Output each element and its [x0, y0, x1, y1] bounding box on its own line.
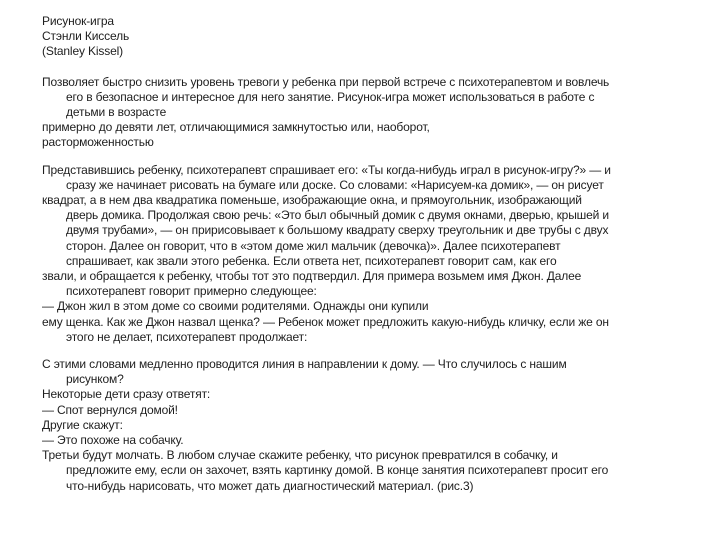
- closing-line: Другие скажут:: [42, 417, 123, 432]
- closing-line: Третьи будут молчать. В любом случае скажите ребенку, что рисунок превратился в собачку, и: [42, 448, 558, 463]
- body-line: звали, и обращается к ребенку, чтобы тот это подтвердил. Для примера возьмем имя Джон. Далее: [42, 269, 582, 284]
- closing-line: Некоторые дети сразу ответят:: [42, 387, 211, 402]
- closing-line: что-нибудь нарисовать, что может дать диагностический материал. (рис.3): [66, 478, 474, 493]
- body-line: сразу же начинает рисовать на бумаге или доске. Со словами: «Нарисуем-ка домик», — он рисует: [66, 177, 604, 192]
- doc-title: Рисунок-игра: [42, 14, 114, 28]
- document-page: [42, 14, 682, 494]
- body-line: квадрат, а в нем два квадратика поменьше, изображающие окна, и прямоугольник, изображающий: [42, 193, 582, 208]
- spacer: [42, 60, 682, 75]
- body-line: ему щенка. Как же Джон назвал щенка? — Ребенок может предложить какую-нибудь кличку, если же он: [42, 314, 609, 329]
- body-line: двумя трубами», — он пририсовывает к большому квадрату сверху треугольник и две трубы с двух: [66, 223, 609, 238]
- closing-line: — Спот вернулся домой!: [42, 402, 178, 417]
- body-line: спрашивает, как звали этого ребенка. Если ответа нет, психотерапевт говорит сам, как его: [66, 253, 557, 268]
- intro-line: его в безопасное и интересное для него занятие. Рисунок-игра может использоваться в работе с: [66, 89, 595, 104]
- body-line: дверь домика. Продолжая свою речь: «Это был обычный домик с двумя окнами, дверью, крышей и: [66, 208, 609, 223]
- spacer: [42, 345, 682, 357]
- doc-author: Стэнли Киссель: [42, 29, 130, 44]
- intro-line: примерно до девяти лет, отличающимися замкнутостью или, наоборот,: [42, 120, 430, 135]
- body-line: — Джон жил в этом доме со своими родителями. Однажды они купили: [42, 299, 429, 314]
- body-line: этого не делает, психотерапевт продолжает:: [66, 329, 308, 344]
- closing-line: С этими словами медленно проводится линия в направлении к дому. — Что случилось с нашим: [42, 357, 567, 372]
- intro-line: Позволяет быстро снизить уровень тревоги у ребенка при первой встрече с психотерапевтом и вовлечь: [42, 74, 610, 89]
- closing-line: — Это похоже на собачку.: [42, 433, 184, 448]
- body-line: Представившись ребенку, психотерапевт спрашивает его: «Ты когда-нибудь играл в рисунок-игру?» — и: [42, 162, 611, 177]
- intro-line: детьми в возрасте: [66, 105, 167, 120]
- closing-line: предложите ему, если он захочет, взять картинку домой. В конце занятия психотерапевт просит его: [66, 463, 609, 478]
- body-line: сторон. Далее он говорит, что в «этом доме жил мальчик (девочка)». Далее психотерапевт: [66, 238, 561, 253]
- intro-line: расторможенностью: [42, 135, 154, 150]
- body-line: психотерапевт говорит примерно следующее:: [66, 284, 317, 299]
- spacer: [42, 151, 682, 163]
- closing-line: рисунком?: [66, 372, 124, 387]
- doc-author-latin: (Stanley Kissel): [42, 44, 123, 59]
